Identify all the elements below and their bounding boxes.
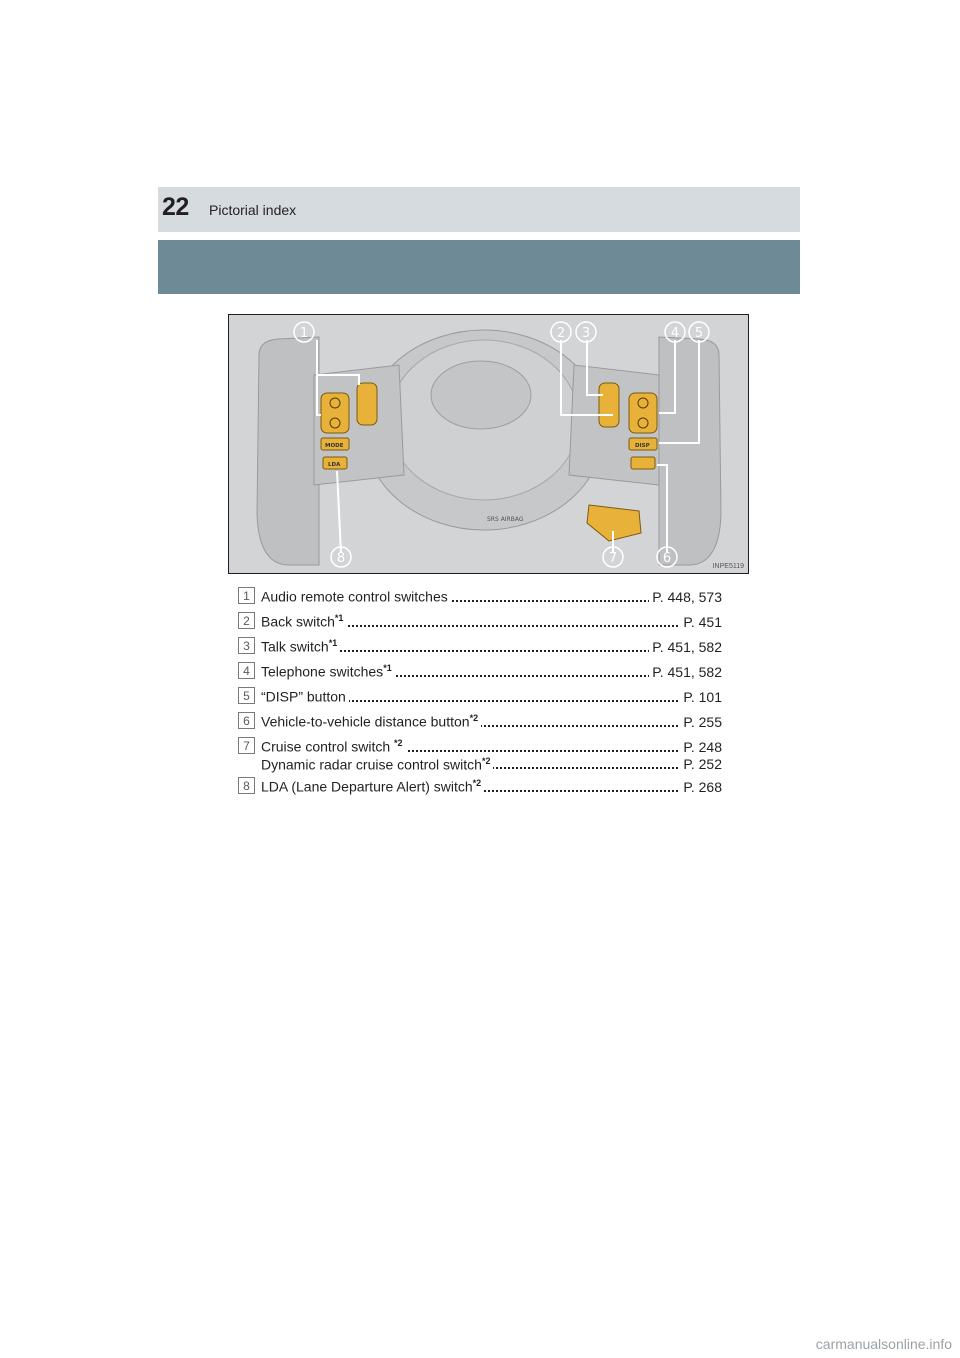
item-label: LDA (Lane Departure Alert) switch [261, 778, 473, 795]
item-footnote: *1 [383, 663, 392, 674]
item-list [238, 584, 722, 799]
item-number: 6 [238, 712, 255, 729]
item-label: Dynamic radar cruise control switch [261, 756, 482, 773]
item-number: 8 [238, 777, 255, 794]
page-reference: P. 451 [680, 614, 722, 630]
page-number: 22 [162, 193, 189, 221]
callout-3: 3 [581, 326, 591, 341]
section-band [158, 240, 800, 294]
list-item [238, 634, 722, 659]
item-footnote: *2 [394, 738, 403, 749]
item-number: 1 [238, 587, 255, 604]
page-reference: P. 101 [680, 689, 722, 705]
figure-code: INPE5119 [712, 563, 744, 570]
item-label: “DISP” button [261, 688, 346, 705]
page-reference: P. 451, 582 [649, 639, 722, 655]
mode-button-label: MODE [325, 443, 344, 449]
item-number: 3 [238, 637, 255, 654]
item-number: 7 [238, 737, 255, 754]
list-item [238, 659, 722, 684]
callout-6: 6 [662, 551, 672, 566]
list-item [238, 609, 722, 634]
page-reference: P. 448, 573 [649, 589, 722, 605]
list-item [238, 584, 722, 609]
page-reference: P. 268 [680, 779, 722, 795]
item-footnote: *1 [328, 638, 338, 649]
callout-7: 7 [608, 551, 618, 566]
section-title: Pictorial index [209, 202, 297, 218]
item-number: 2 [238, 612, 255, 629]
callout-1: 1 [299, 326, 309, 341]
steering-wheel-illustration [229, 315, 747, 572]
item-label: Back switch [261, 613, 335, 630]
item-number: 4 [238, 662, 255, 679]
list-item [238, 709, 722, 734]
page-reference: P. 451, 582 [649, 664, 722, 680]
item-label: Audio remote control switches [261, 588, 448, 605]
list-item [238, 774, 722, 799]
page-reference: P. 252 [680, 756, 722, 772]
page-reference: P. 248 [680, 739, 722, 755]
item-number: 5 [238, 687, 255, 704]
callout-5: 5 [694, 326, 704, 341]
callout-4: 4 [670, 326, 680, 341]
callout-8: 8 [336, 551, 346, 566]
page-reference: P. 255 [680, 714, 722, 730]
item-footnote: *2 [481, 755, 491, 766]
item-footnote: *2 [472, 778, 482, 789]
item-footnote: *1 [334, 613, 344, 624]
page-header [158, 187, 800, 232]
lda-button-label: LDA [328, 462, 341, 468]
item-label: Vehicle-to-vehicle distance button [261, 713, 470, 730]
item-footnote: *2 [469, 713, 479, 724]
item-label: Talk switch [261, 638, 329, 655]
list-item [238, 754, 722, 774]
callout-2: 2 [556, 326, 566, 341]
steering-wheel-figure [228, 314, 749, 574]
list-item [238, 684, 722, 709]
watermark-link[interactable]: carmanualsonline.info [815, 1336, 952, 1352]
item-label: Telephone switches [261, 663, 384, 680]
disp-button-label: DISP [635, 443, 650, 449]
airbag-label: SRS AIRBAG [487, 516, 524, 523]
item-label: Cruise control switch [261, 738, 395, 755]
